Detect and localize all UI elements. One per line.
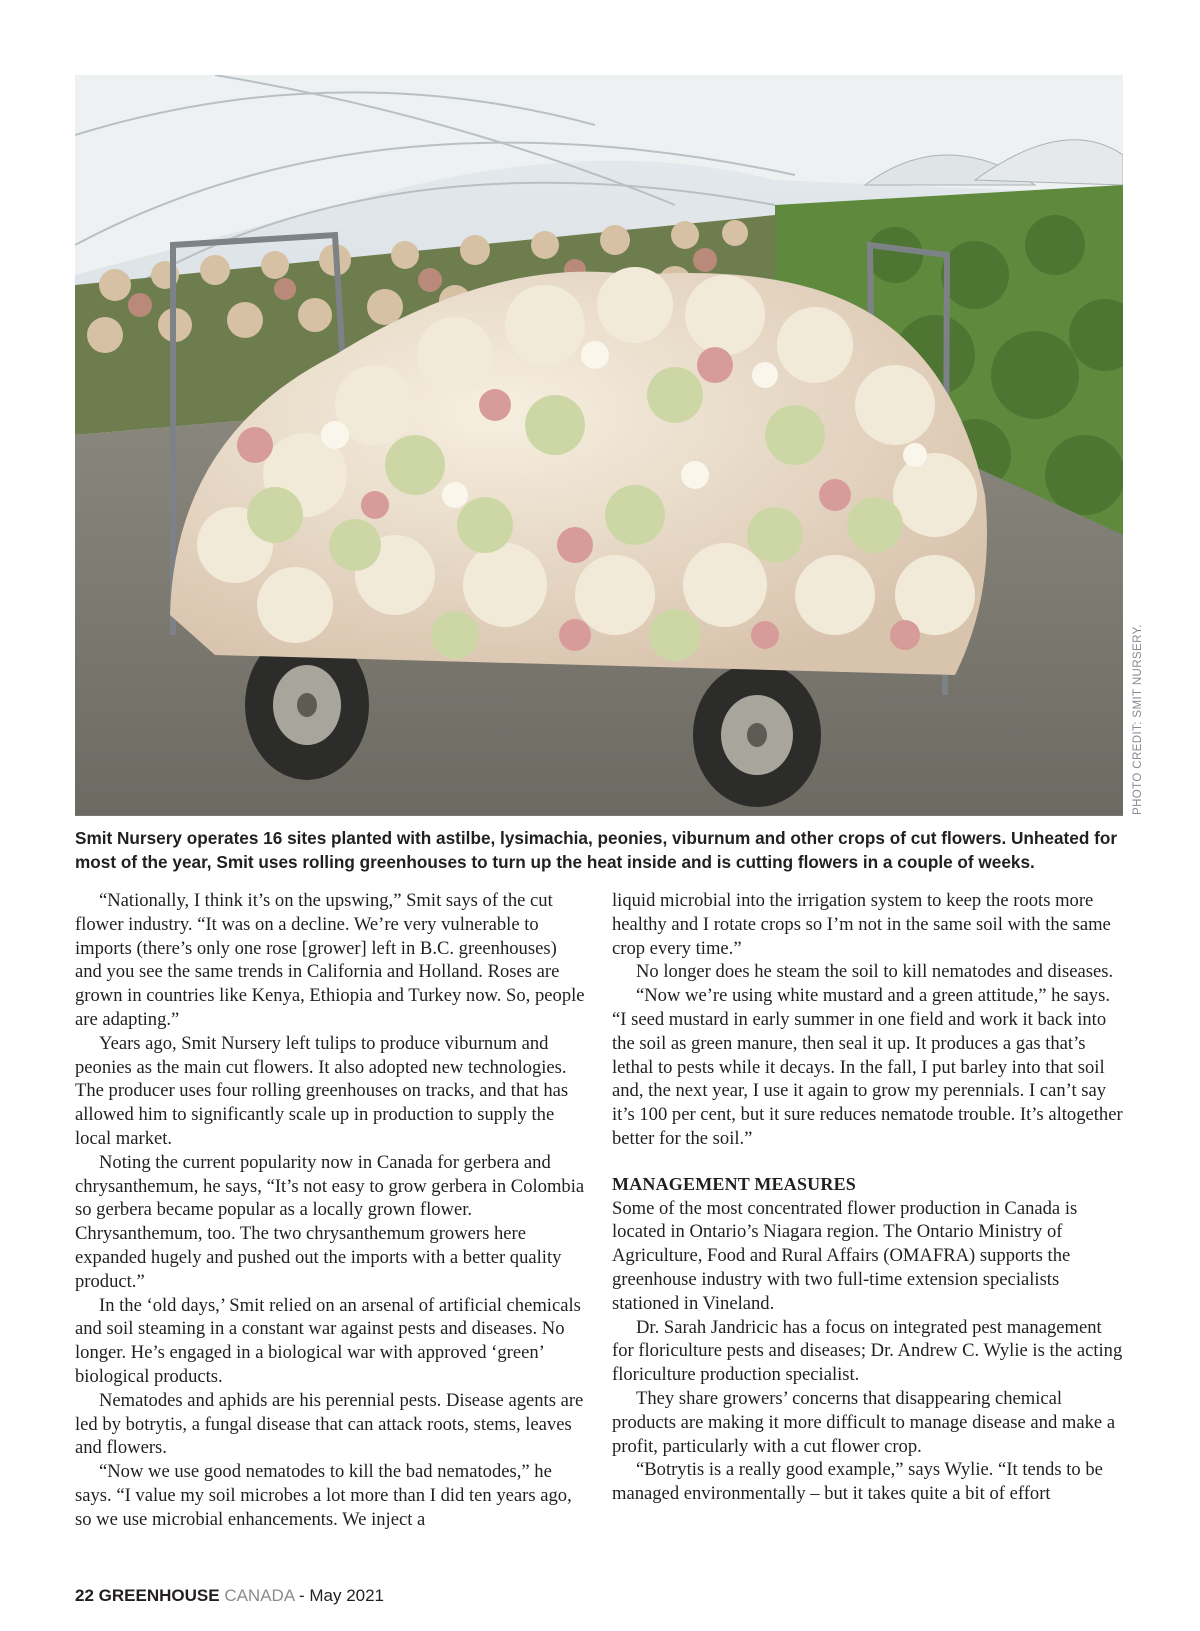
feature-photo — [75, 75, 1123, 816]
photo-caption: Smit Nursery operates 16 sites planted with astilbe, lysimachia, peonies, viburnum and other crops of cut flowers. Unheated for most of the year, Smit uses rolling greenhouses to turn up the heat inside and is cutting flowers in a couple of weeks. — [75, 828, 1118, 872]
paragraph: Nematodes and aphids are his perennial pests. Disease agents are led by botrytis, a fungal disease that can attack roots, stems, leaves and flowers. — [75, 1389, 584, 1459]
paragraph: “Now we’re using white mustard and a green attitude,” he says. “I seed mustard in early summer in one field and work it back into the soil as green manure, then seal it up. It produces a gas that’s lethal to pests while it decays. In the fall, I put barley into that soil and, the next year, I use it again to grow my perennials. I can’t say it’s 100 per cent, but it sure reduces nematode trouble. It’s altogether better for the soil.” — [612, 985, 1123, 1149]
paragraph: No longer does he steam the soil to kill nematodes and diseases. — [636, 961, 1114, 983]
left-column — [75, 889, 587, 1532]
page-footer — [75, 1586, 384, 1606]
magazine-name-suffix: CANADA — [224, 1586, 295, 1605]
right-column — [612, 889, 1124, 1506]
paragraph: Years ago, Smit Nursery left tulips to produce viburnum and peonies as the main cut flowers. It also adopted new technologies. The producer uses four rolling greenhouses on tracks, and that has allowed him to significantly scale up in production to supply the local market. — [75, 1032, 569, 1149]
hydrangea-cart-photo — [75, 75, 1123, 815]
paragraph: “Nationally, I think it’s on the upswing,” Smit says of the cut flower industry. “It was on a decline. We’re very vulnerable to imports (there’s only one rose [grower] left in B.C. greenhouses) and you see the same trends in California and Holland. Roses are grown in countries like Kenya, Ethiopia and Turkey now. So, people are adapting.” — [75, 890, 585, 1030]
paragraph: “Botrytis is a really good example,” says Wylie. “It tends to be managed environmentally – but it takes quite a bit of effort — [612, 1459, 1103, 1505]
paragraph: They share growers’ concerns that disappearing chemical products are making it more difficult to manage disease and make a profit, particularly with a cut flower crop. — [612, 1387, 1116, 1457]
page-number: 22 — [75, 1586, 94, 1605]
paragraph: “Now we use good nematodes to kill the bad nematodes,” he says. “I value my soil microbes a lot more than I did ten years ago, so we use microbial enhancements. We inject a — [75, 1461, 572, 1530]
paragraph: In the ‘old days,’ Smit relied on an arsenal of artificial chemicals and soil steaming in a constant war against pests and diseases. No longer. He’s engaged in a biological war with approved ‘green’ biological products. — [75, 1294, 581, 1387]
section-heading: MANAGEMENT MEASURES — [612, 1173, 856, 1194]
paragraph: Noting the current popularity now in Canada for gerbera and chrysanthemum, he says, “It’s not easy to grow gerbera in Colombia so gerbera became popular as a locally grown flower. Chrysanthemum, too. The two chrysanthemum growers here expanded hugely and pushed out the imports with a better quality product.” — [75, 1151, 585, 1292]
issue-date: - May 2021 — [298, 1586, 385, 1605]
paragraph: Some of the most concentrated flower production in Canada is located in Ontario’s Niagara region. The Ontario Ministry of Agriculture, Food and Rural Affairs (OMAFRA) supports the greenhouse industry with two full-time extension specialists stationed in Vineland. — [612, 1197, 1078, 1314]
photo-credit: PHOTO CREDIT: SMIT NURSERY. — [1132, 624, 1144, 815]
paragraph-continued: liquid microbial into the irrigation system to keep the roots more healthy and I rotate crops so I’m not in the same soil with the same crop every time.” — [612, 890, 1111, 959]
paragraph: Dr. Sarah Jandricic has a focus on integrated pest management for floriculture pests and diseases; Dr. Andrew C. Wylie is the acting floriculture production specialist. — [612, 1316, 1123, 1386]
magazine-name: GREENHOUSE — [98, 1586, 220, 1605]
